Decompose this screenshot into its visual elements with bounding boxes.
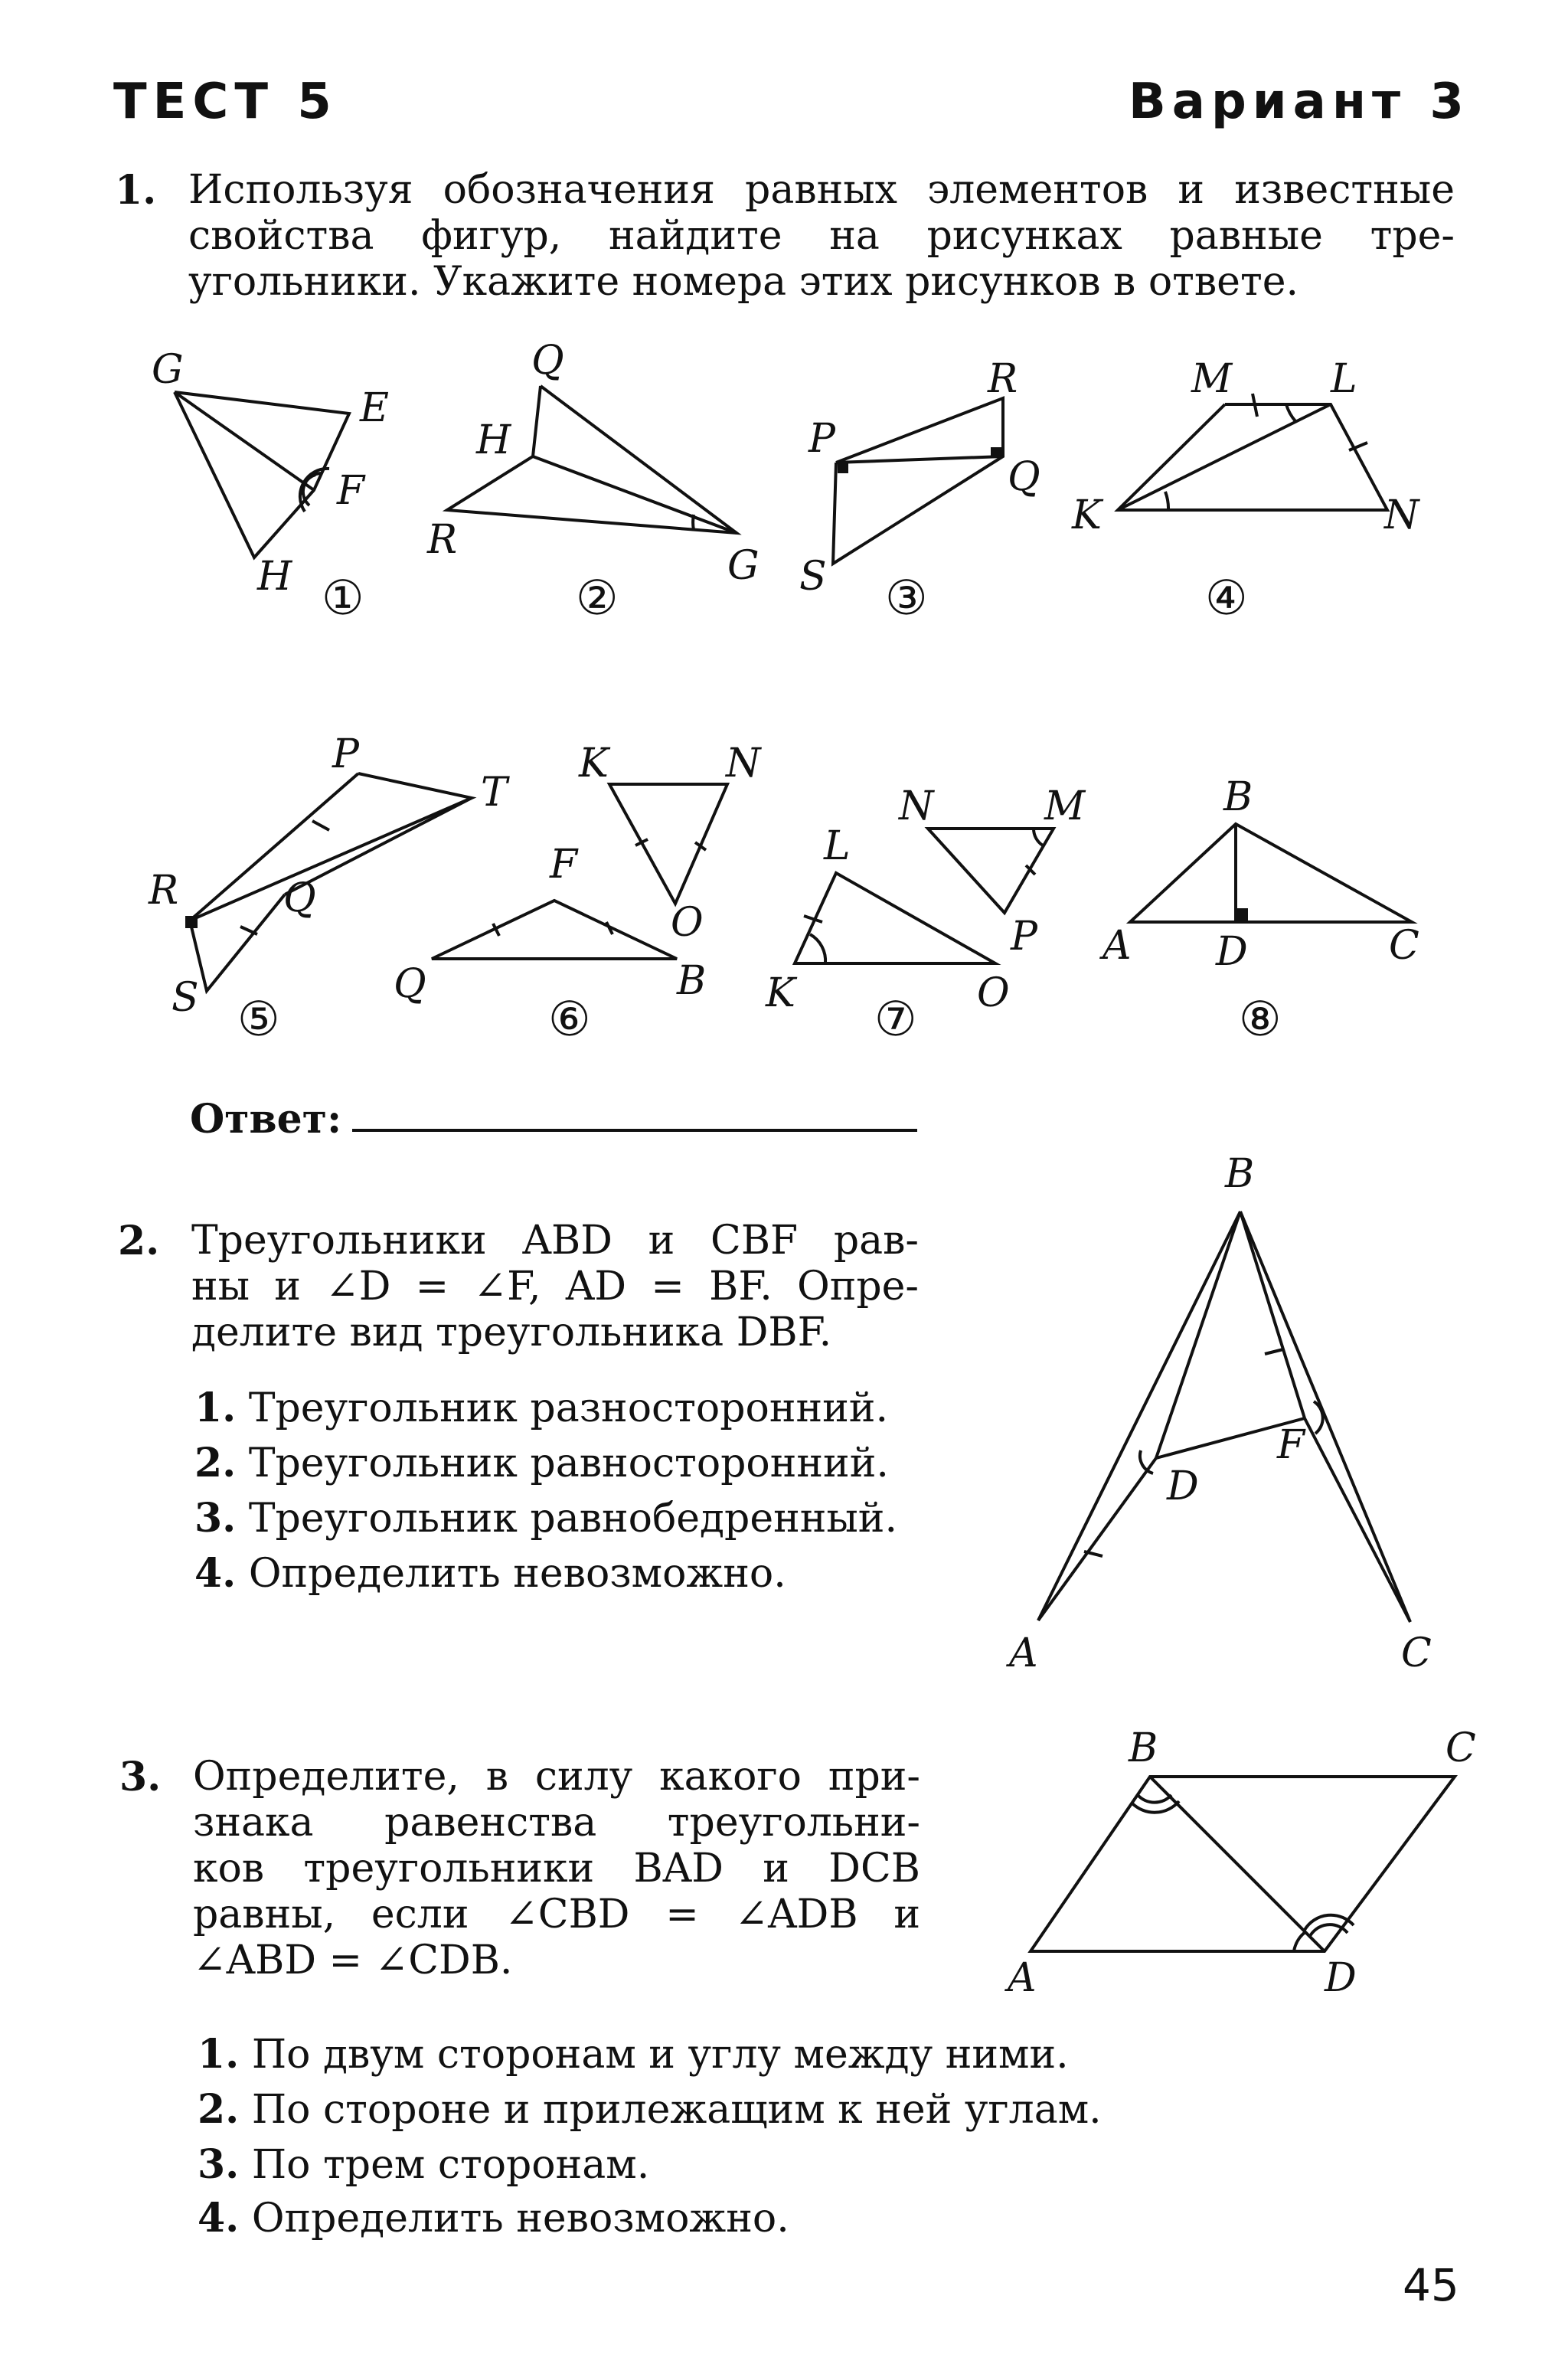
q3-option-2-text: По стороне и прилежащим к ней углам. bbox=[251, 2087, 1102, 2133]
fig5-label-r: R bbox=[149, 868, 179, 914]
fig1-label-g: G bbox=[152, 347, 184, 393]
fig3-label-s: S bbox=[799, 554, 827, 600]
q3-option-3-text: По трем сторонам. bbox=[251, 2142, 650, 2188]
q3-option-1-num: 1. bbox=[198, 2031, 240, 2078]
fig1-number: ① bbox=[322, 570, 364, 626]
test-title: ТЕСТ 5 bbox=[113, 74, 338, 130]
q2-option-1-text: Треугольник разносторонний. bbox=[248, 1385, 888, 1431]
q2-label-d: D bbox=[1167, 1463, 1199, 1509]
q3-option-2-num: 2. bbox=[198, 2086, 240, 2133]
fig3-label-p: P bbox=[808, 416, 835, 462]
fig4-label-l: L bbox=[1331, 356, 1357, 402]
figure-6 bbox=[432, 901, 677, 959]
fig7-label-k: K bbox=[766, 970, 795, 1016]
fig2-number: ② bbox=[576, 570, 619, 626]
q2-option-1[interactable] bbox=[194, 1385, 888, 1431]
fig6-label-b: B bbox=[677, 958, 707, 1004]
q1-figures bbox=[0, 337, 1568, 1149]
q2-number: 2. bbox=[118, 1218, 160, 1264]
q1-line-1: Используя обозначения равных элементов и известные bbox=[188, 167, 1455, 213]
figure-1 bbox=[175, 392, 349, 558]
q1-line-2: свойства фигур, найдите на рисунках равные тре- bbox=[188, 213, 1455, 259]
fig3-label-r: R bbox=[988, 356, 1018, 402]
q3-line-3: ков треугольники BAD и DCB bbox=[193, 1846, 920, 1892]
q3-option-4-text: Определить невозможно. bbox=[251, 2196, 789, 2242]
fig2-label-q: Q bbox=[531, 338, 564, 384]
q3-label-a: A bbox=[1008, 1955, 1037, 1991]
q2-option-4-num: 4. bbox=[194, 1550, 237, 1597]
q3-option-1[interactable] bbox=[198, 2031, 1069, 2078]
q2-line-2: ны и ∠D = ∠F, AD = BF. Опре- bbox=[191, 1264, 919, 1310]
fig5-label-t: T bbox=[481, 770, 508, 816]
figure-8 bbox=[1130, 824, 1412, 922]
fig7-label-p: P bbox=[1011, 914, 1037, 960]
q2-label-c: C bbox=[1401, 1630, 1432, 1676]
figure-3 bbox=[833, 398, 1003, 564]
q3-line-5: ∠ABD = ∠CDB. bbox=[193, 1937, 513, 1983]
q2-option-1-num: 1. bbox=[194, 1385, 237, 1431]
figure-4 bbox=[1118, 394, 1387, 510]
q3-line-4: равны, если ∠CBD = ∠ADB и bbox=[193, 1892, 920, 1937]
fig4-label-m: M bbox=[1191, 356, 1233, 402]
figkno-label-k: K bbox=[579, 741, 609, 786]
fig6-number: ⑥ bbox=[548, 991, 591, 1047]
fig5-number: ⑤ bbox=[237, 991, 280, 1047]
figkno-label-o: O bbox=[671, 900, 704, 946]
q2-line-3: делите вид треугольника DBF. bbox=[191, 1310, 832, 1355]
q3-option-3[interactable] bbox=[198, 2141, 649, 2188]
q2-label-f: F bbox=[1277, 1422, 1305, 1468]
fig3-number: ③ bbox=[885, 570, 928, 626]
fig7-label-l: L bbox=[824, 823, 851, 869]
q3-number: 3. bbox=[119, 1754, 162, 1800]
q2-option-3-num: 3. bbox=[194, 1495, 237, 1542]
fig1-label-e: E bbox=[360, 385, 389, 431]
q3-label-d: D bbox=[1325, 1955, 1357, 1991]
q3-option-3-num: 3. bbox=[198, 2141, 240, 2188]
fig8-number: ⑧ bbox=[1239, 991, 1282, 1047]
fig3-label-q: Q bbox=[1008, 454, 1040, 500]
variant-title: Вариант 3 bbox=[1129, 74, 1470, 130]
q3-figure bbox=[988, 1715, 1539, 1991]
q2-option-2-num: 2. bbox=[194, 1440, 237, 1486]
fig7-number: ⑦ bbox=[874, 991, 917, 1047]
q3-option-4-num: 4. bbox=[198, 2195, 240, 2242]
q3-label-c: C bbox=[1446, 1725, 1476, 1771]
answer-line[interactable] bbox=[352, 1129, 917, 1132]
fig1-label-f: F bbox=[337, 468, 365, 514]
fig6-label-q: Q bbox=[394, 961, 426, 1007]
fig6-label-f: F bbox=[550, 842, 578, 888]
q2-option-4[interactable] bbox=[194, 1550, 786, 1597]
q2-label-a: A bbox=[1009, 1630, 1038, 1676]
q3-option-1-text: По двум сторонам и углу между ними. bbox=[251, 2032, 1069, 2078]
fig2-label-h: H bbox=[476, 417, 511, 463]
figure-kno bbox=[609, 784, 727, 904]
fig1-label-h: H bbox=[257, 554, 292, 600]
q1-number: 1. bbox=[115, 167, 157, 214]
fig8-label-c: C bbox=[1389, 923, 1419, 969]
fig4-number: ④ bbox=[1205, 570, 1248, 626]
fig8-label-d: D bbox=[1216, 929, 1248, 975]
fig5-label-s: S bbox=[172, 975, 199, 1021]
fig7-label-m: M bbox=[1044, 783, 1086, 829]
fig4-label-k: K bbox=[1072, 492, 1102, 538]
fig2-label-r: R bbox=[427, 517, 458, 563]
figure-5 bbox=[187, 773, 472, 991]
figkno-label-n: N bbox=[726, 741, 761, 786]
fig8-label-b: B bbox=[1223, 774, 1253, 820]
q2-option-2-text: Треугольник равносторонний. bbox=[248, 1440, 889, 1486]
page-number: 45 bbox=[1403, 2259, 1459, 2311]
q3-line-2: знака равенства треугольни- bbox=[193, 1800, 920, 1846]
q3-option-2[interactable] bbox=[198, 2086, 1102, 2133]
q3-label-b: B bbox=[1129, 1725, 1158, 1771]
q2-line-1: Треугольники ABD и CBF рав- bbox=[191, 1218, 919, 1264]
answer-label: Ответ: bbox=[190, 1096, 342, 1143]
fig7-label-o: O bbox=[977, 970, 1010, 1016]
q3-line-1: Определите, в силу какого при- bbox=[193, 1754, 920, 1800]
q2-label-b: B bbox=[1225, 1151, 1255, 1197]
q2-figure bbox=[965, 1149, 1439, 1685]
fig5-label-p: P bbox=[332, 731, 359, 777]
q2-option-3[interactable] bbox=[194, 1495, 897, 1542]
q2-option-2[interactable] bbox=[194, 1440, 889, 1486]
fig4-label-n: N bbox=[1384, 492, 1419, 538]
q2-option-4-text: Определить невозможно. bbox=[248, 1551, 786, 1597]
q1-line-3: угольники. Укажите номера этих рисунков в ответе. bbox=[188, 259, 1299, 305]
fig8-label-a: A bbox=[1102, 923, 1132, 969]
fig5-label-q: Q bbox=[283, 875, 316, 921]
fig7-label-n: N bbox=[899, 783, 934, 829]
q2-option-3-text: Треугольник равнобедренный. bbox=[248, 1496, 897, 1542]
q3-option-4[interactable] bbox=[198, 2195, 789, 2242]
fig2-label-g: G bbox=[727, 543, 760, 589]
